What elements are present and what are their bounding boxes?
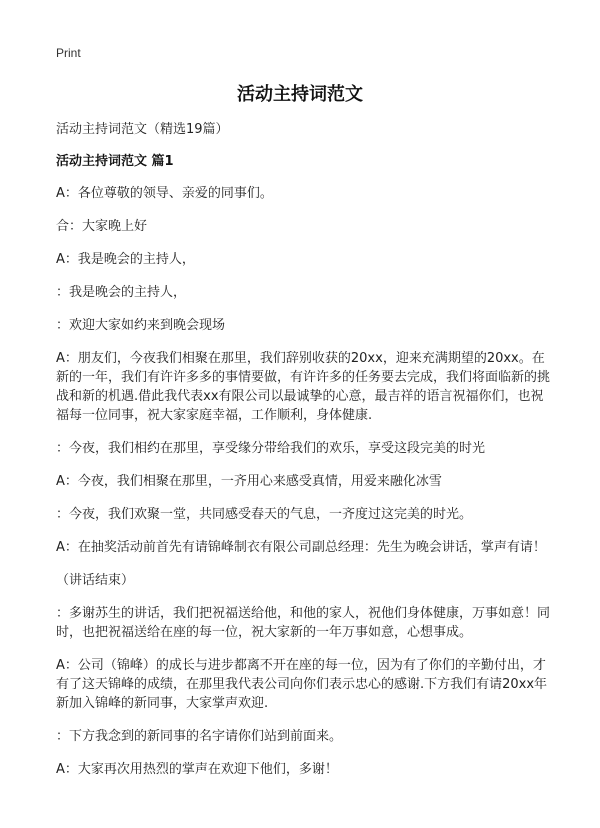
section-heading: 活动主持词范文 篇1 [56,154,174,169]
paragraph: ：我是晚会的主持人， [56,285,187,300]
document-body [56,120,554,793]
document-subtitle: 活动主持词范文（精选19篇） [56,122,229,137]
paragraph: A：大家再次用热烈的掌声在欢迎下他们，多谢！ [56,762,338,777]
paragraph: ：欢迎大家如约来到晚会现场 [56,318,226,333]
document-title: 活动主持词范文 [237,84,363,105]
paragraph: A：朋友们，今夜我们相聚在那里，我们辞别收获的20xx，迎来充满期望的20xx。在新的一年，我们有许许多多的事情要做，有许许多的任务要去完成，我们将面临新的挑战和新的机遇.借此我代表xx有限公司以最诚挚的心意，最吉祥的语言祝福你们，也祝福每一位同事，祝大家家庭幸福，工作顺利，身体健康. [56,351,551,423]
paragraph: ：多谢苏生的讲话，我们把祝福送给他，和他的家人，祝他们身体健康，万事如意！同时，也把祝福送给在座的每一位，祝大家新的一年万事如意，心想事成。 [56,606,551,640]
print-label: Print [56,46,81,60]
paragraph: ：下方我念到的新同事的名字请你们站到前面来。 [56,729,343,744]
paragraph: ：今夜，我们相约在那里，享受缘分带给我们的欢乐，享受这段完美的时光 [56,441,486,456]
paragraph: ：今夜，我们欢聚一堂，共同感受春天的气息，一齐度过这完美的时光。 [56,507,473,522]
paragraph: （讲话结束） [56,573,135,588]
paragraph: A：今夜，我们相聚在那里，一齐用心来感受真情，用爱来融化冰雪 [56,474,442,489]
paragraph: A：在抽奖活动前首先有请锦峰制衣有限公司副总经理：先生为晚会讲话，掌声有请！ [56,540,546,555]
paragraph: A：公司（锦峰）的成长与进步都离不开在座的每一位，因为有了你们的辛勤付出，才有了这天锦峰的成绩，在那里我代表公司向你们表示忠心的感谢.下方我们有请20xx年新加入锦峰的新同事，大家掌声欢迎. [56,658,548,711]
paragraph: 合：大家晚上好 [56,219,148,234]
paragraph: A：我是晚会的主持人， [56,252,195,267]
paragraph: A：各位尊敬的领导、亲爱的同事们。 [56,186,273,201]
